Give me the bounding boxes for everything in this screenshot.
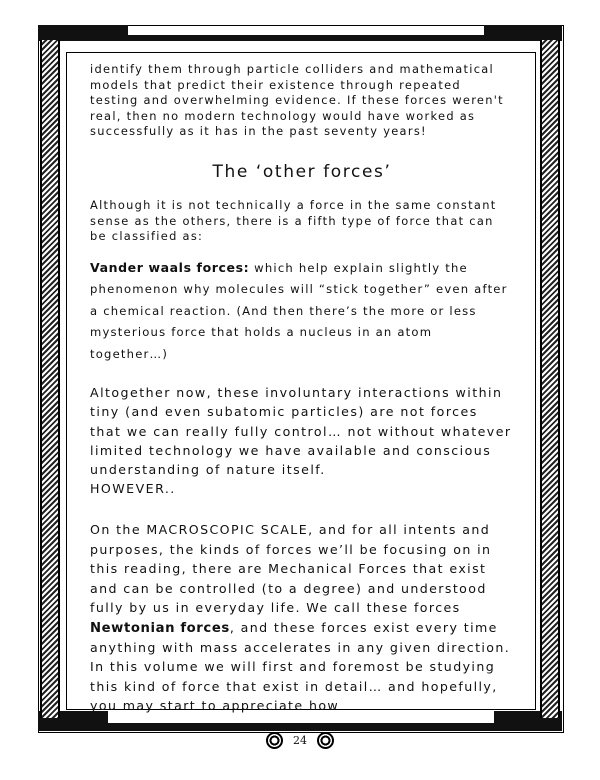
vander-waals-term: Vander waals forces: <box>90 259 250 275</box>
however-text: HOWEVER.. <box>90 481 176 497</box>
intro-paragraph: identify them through particle colliders and mathematical models that predict their existence through repeated testing and overwhelming evidence. If these forces weren't real, then no modern technology would have worked as successfully as it has in the past seventy years! <box>90 62 504 139</box>
frame-corner-top-left <box>38 25 128 41</box>
altogether-paragraph <box>90 383 514 498</box>
section-heading: The ‘other forces’ <box>212 161 392 182</box>
frame-corner-top-right <box>484 25 562 41</box>
page-content <box>90 62 514 716</box>
frame-bottom-band <box>108 723 494 731</box>
newtonian-term: Newtonian forces <box>90 620 230 636</box>
page-footer <box>0 732 600 749</box>
macroscopic-text-2: , and these forces exist every time anything with mass accelerates in any given direction. In this volume we will first and foremost be studying this kind of force that exist in detail… and hopefully, you may start to appreciate how <box>90 619 511 714</box>
frame-top-band <box>128 35 484 41</box>
macroscopic-paragraph <box>90 520 514 715</box>
rope-border-right <box>540 40 560 718</box>
rope-border-left <box>40 40 60 718</box>
left-ornament-icon <box>266 732 283 749</box>
right-ornament-icon <box>317 732 334 749</box>
vander-waals-paragraph <box>90 257 514 366</box>
page-number: 24 <box>293 734 307 747</box>
vander-waals-text: which help explain slightly the phenomenon why molecules will “stick together” even after a chemical reaction. (And then there’s the more or less mysterious force that holds a nucleus in an atom together…) <box>90 260 508 361</box>
macroscopic-text-1: On the MACROSCOPIC SCALE, and for all intents and purposes, the kinds of forces we’ll be focusing on in this reading, there are Mechanical Forces that exist and can be controlled (to a degree) and understood fully by us in everyday life. We call these forces <box>90 522 492 616</box>
altogether-text: Altogether now, these involuntary interactions within tiny (and even subatomic particles) are not forces that we can really fully control… not without whatever limited technology we have available and conscious understanding of nature itself. <box>90 385 512 478</box>
fifth-force-paragraph: Although it is not technically a force in the same constant sense as the others, there is a fifth type of force that can be classified as: <box>90 197 497 244</box>
